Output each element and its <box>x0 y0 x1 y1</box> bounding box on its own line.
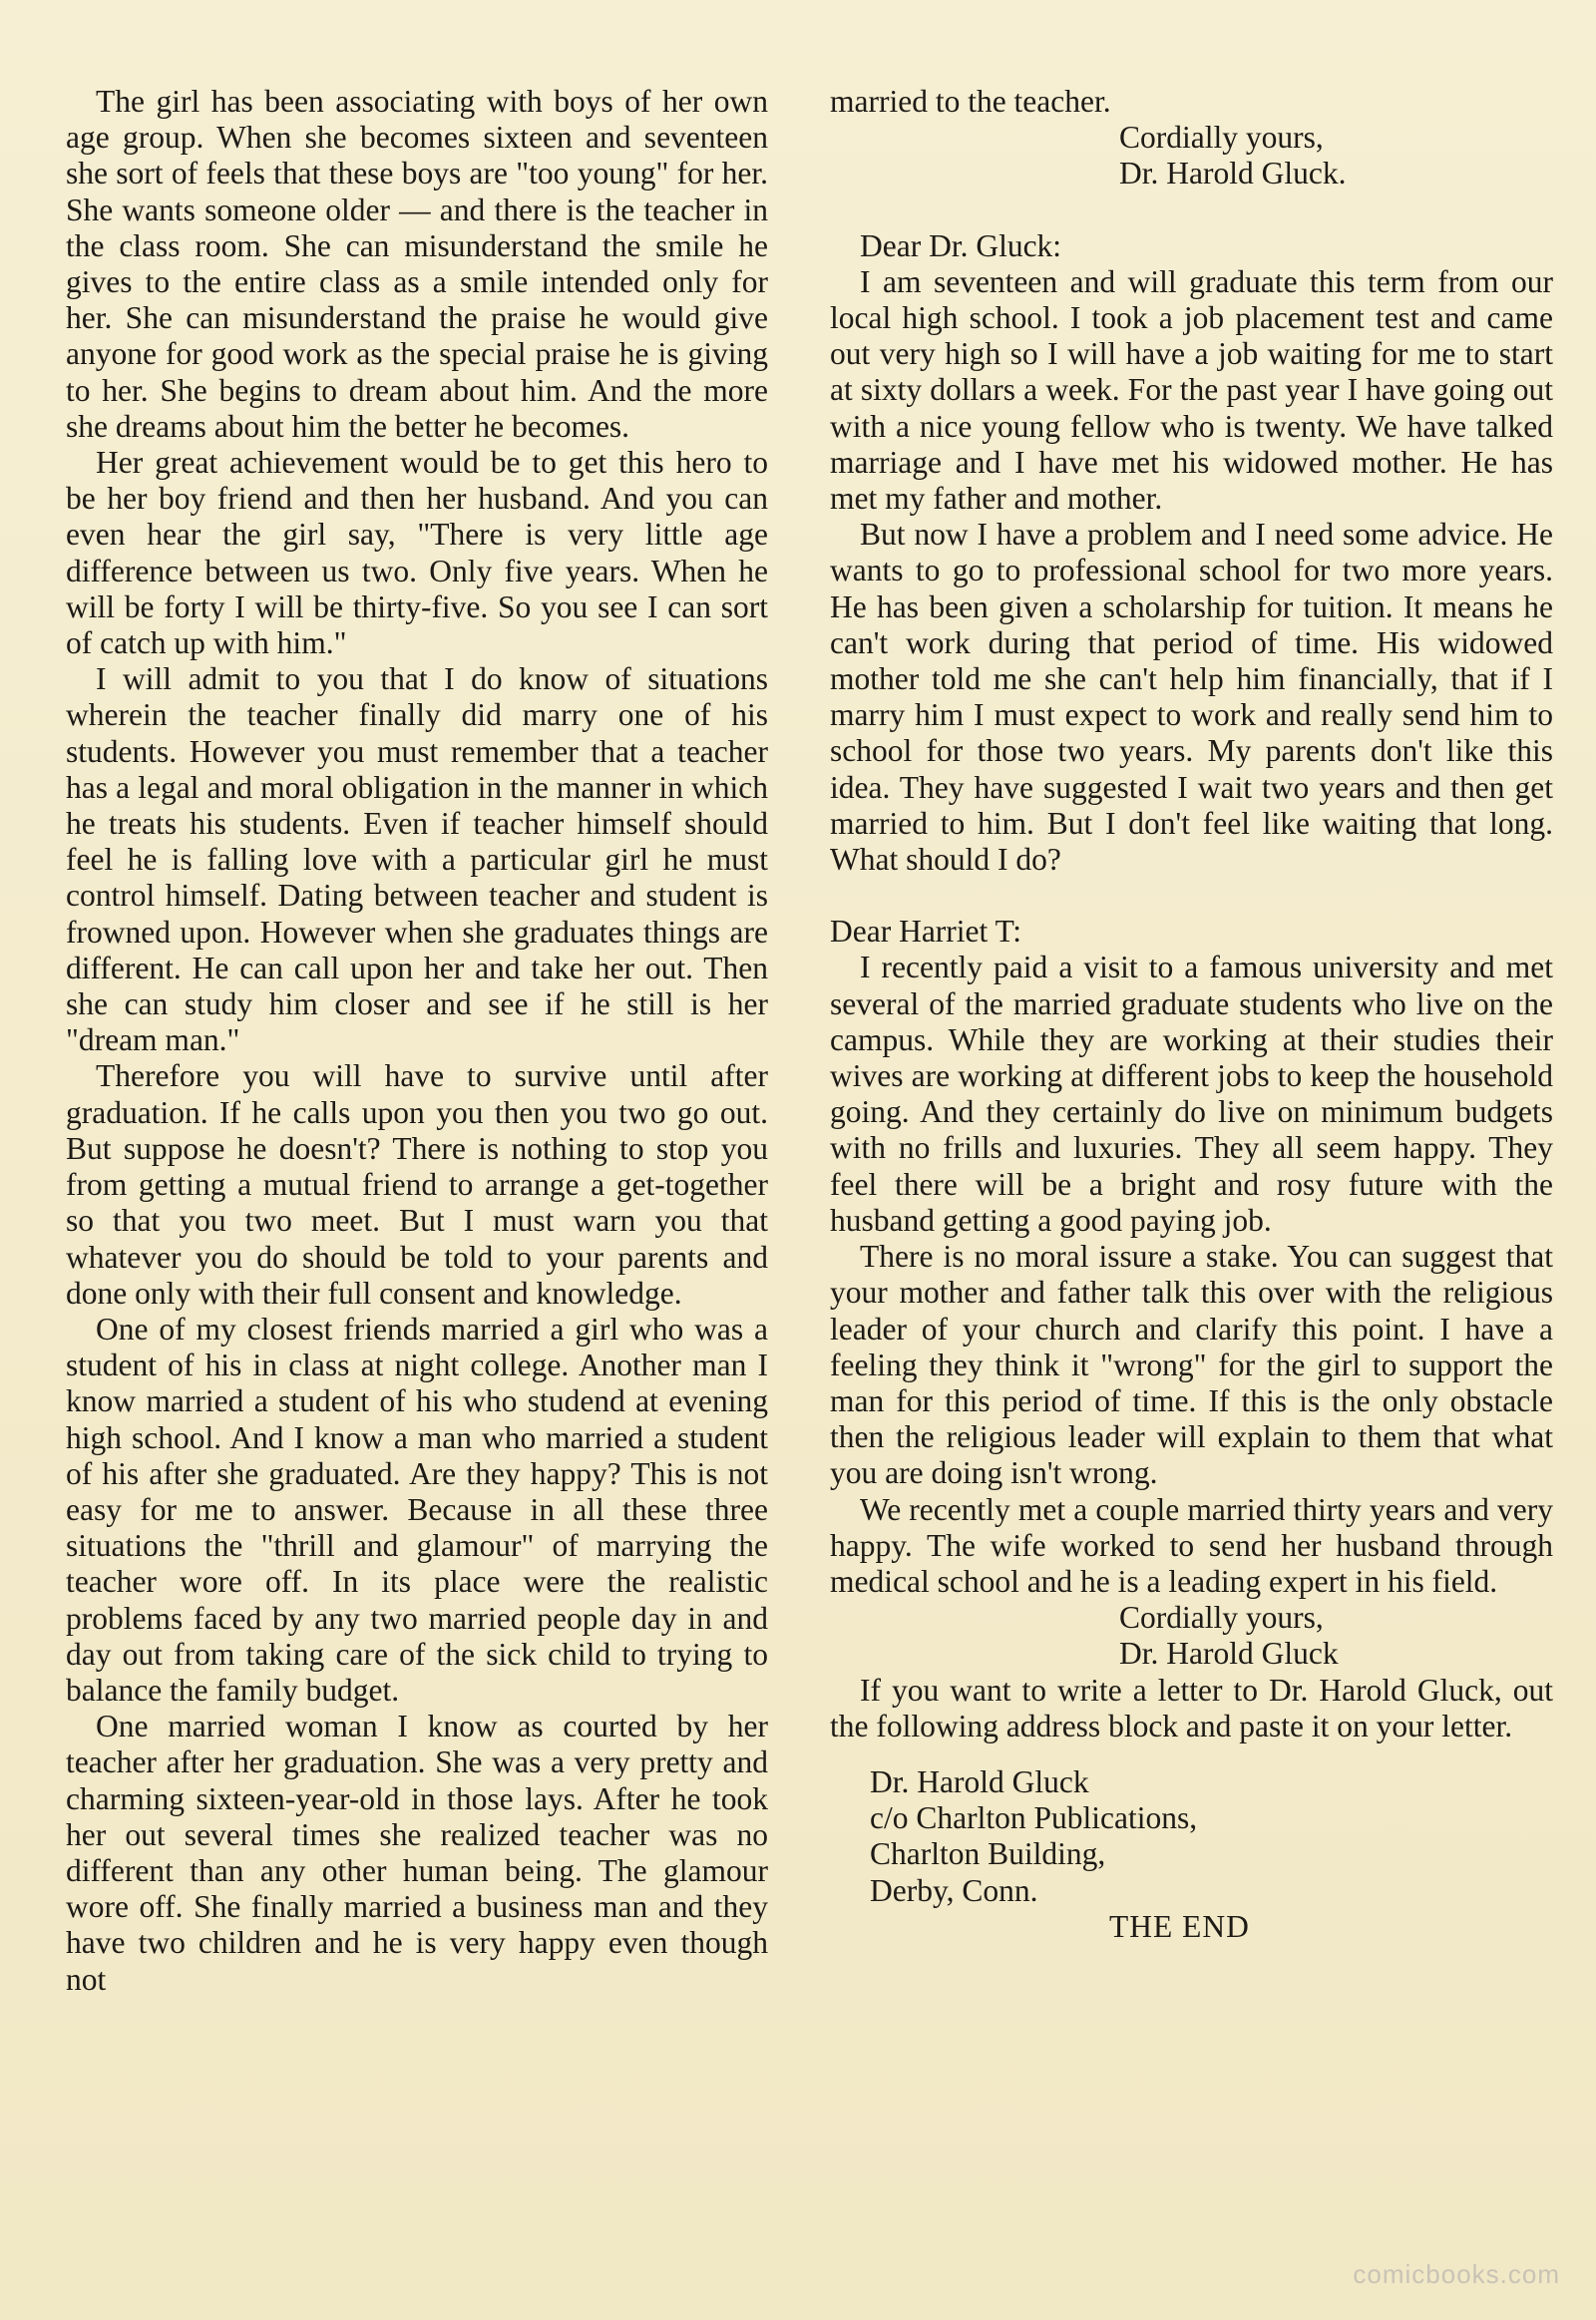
reply-paragraph: There is no moral issure a stake. You can suggest that your mother and father talk this over with the religious leader of your church and clarify this point. I have a feeling they think it "wrong" for the girl to support the man for this period of time. If this is the only obstacle then the religious leader will explain to them that what you are doing isn't wrong. <box>830 1239 1553 1491</box>
watermark: comicbooks.com <box>1353 2259 1560 2289</box>
reply-salutation: Dear Harriet T: <box>830 914 1021 950</box>
reply-paragraph: We recently met a couple married thirty years and very happy. The wife worked to send her husband through medical school and he is a leading expert in his field. <box>830 1491 1553 1599</box>
mailing-instructions: If you want to write a letter to Dr. Harold Gluck, out the following address block and paste it on your letter. <box>830 1672 1553 1743</box>
signature-closing: Cordially yours, <box>1119 1600 1324 1636</box>
address-line: Derby, Conn. <box>870 1872 1038 1908</box>
the-end-label: THE END <box>1109 1908 1250 1944</box>
spacer <box>830 1744 1553 1764</box>
right-column <box>830 84 1553 1945</box>
address-line: c/o Charlton Publications, <box>870 1800 1198 1836</box>
body-paragraph: The girl has been associating with boys of her own age group. When she becomes sixteen and seventeen she sort of feels that these boys are "too young" for her. She wants someone older — and there is the teacher in the class room. She can misunderstand the smile he gives to the entire class as a smile intended only for her. She can misunderstand the praise he would give anyone for good work as the special praise he is giving to her. She begins to dream about him. And the more she dreams about him the better he becomes. <box>66 84 768 444</box>
reply-paragraph: I recently paid a visit to a famous university and met several of the married graduate students who live on the campus. While they are working at their studies their wives are working at different jobs to keep the household going. And they certainly do live on minimum budgets with no frills and luxuries. They all seem happy. They feel there will be a bright and rosy future with the husband getting a good paying job. <box>830 950 1553 1238</box>
letter-paragraph: I am seventeen and will graduate this term from our local high school. I took a job placement test and came out very high so I will have a job waiting for me to start at sixty dollars a week. For the past year I have going out with a nice young fellow who is twenty. We have talked marriage and I have met his widowed mother. He has met my father and mother. <box>830 263 1553 517</box>
signature-name: Dr. Harold Gluck <box>1119 1636 1339 1672</box>
continuation-text: married to the teacher. <box>830 84 1111 119</box>
letter-paragraph: But now I have a problem and I need some advice. He wants to go to professional school for two more years. He has been given a scholarship for tuition. It means he can't work during that period of time. His widowed mother told me she can't help him financially, that if I marry him I must expect to work and really send him to school for those two years. My parents don't like this idea. They have suggested I wait two years and then get married to him. But I don't feel like waiting that long. What should I do? <box>830 517 1553 878</box>
body-paragraph: One of my closest friends married a girl who was a student of his in class at night college. Another man I know married a student of his who studend at evening high school. And I know a man who married a student of his after she graduated. Are they happy? This is not easy for me to answer. Because in all these three situations the "thrill and glamour" of marrying the teacher wore off. In its place were the realistic problems faced by any two married people day in and day out from taking care of the sick child to trying to balance the family budget. <box>66 1311 768 1708</box>
address-block <box>830 1764 1553 1909</box>
left-column <box>66 84 768 1998</box>
spacer <box>830 193 1553 228</box>
body-paragraph: I will admit to you that I do know of situations wherein the teacher finally did marry one of his students. However you must remember that a teacher has a legal and moral obligation in the manner in which he treats his students. Even if teacher himself should feel he is falling love with a particular girl he must control himself. Dating between teacher and student is frowned upon. However when she graduates things are different. He can call upon her and take her out. Then she can study him closer and see if he still is her "dream man." <box>66 661 768 1058</box>
spacer <box>830 878 1553 914</box>
address-line: Charlton Building, <box>870 1836 1106 1872</box>
body-paragraph: Therefore you will have to survive until after graduation. If he calls upon you then you two go out. But suppose he doesn't? There is nothing to stop you from getting a mutual friend to arrange a get-together so that you two meet. But I must warn you that whatever you do should be told to your parents and done only with their full consent and knowledge. <box>66 1058 768 1311</box>
letter-salutation: Dear Dr. Gluck: <box>860 227 1062 263</box>
signature-closing: Cordially yours, <box>1119 120 1324 156</box>
body-paragraph: Her great achievement would be to get this hero to be her boy friend and then her husband. And you can even hear the girl say, "There is very little age difference between us two. Only five years. When he will be forty I will be thirty-five. So you see I can sort of catch up with him." <box>66 445 768 661</box>
address-line: Dr. Harold Gluck <box>870 1763 1089 1799</box>
signature-name: Dr. Harold Gluck. <box>1119 156 1347 192</box>
body-paragraph: One married woman I know as courted by her teacher after her graduation. She was a very pretty and charming sixteen-year-old in those lays. After he took her out several times she realized teacher was no different than any other human being. The glamour wore off. She finally married a business man and they have two children and he is very happy even though not <box>66 1709 768 1997</box>
